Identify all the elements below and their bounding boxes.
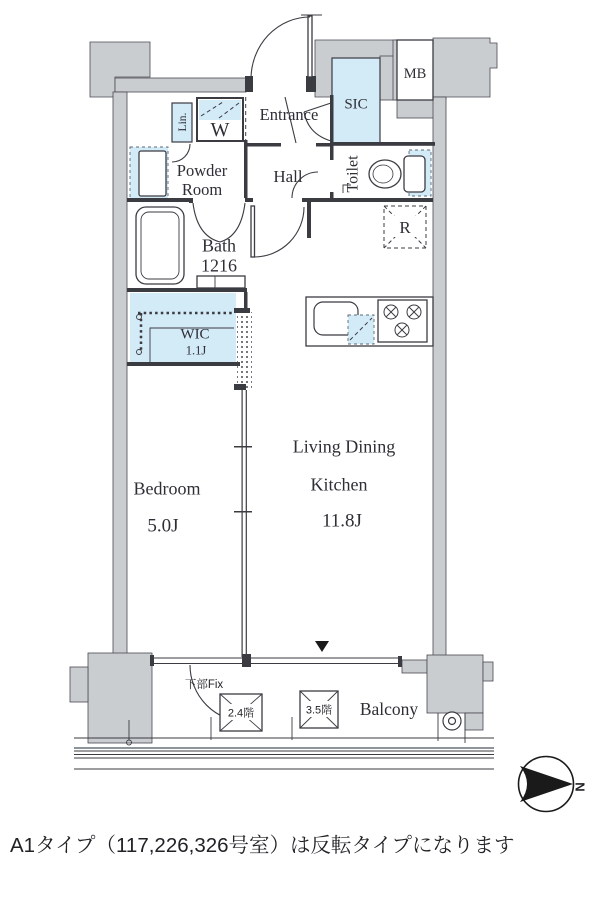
wic-label-2: 1.1J (185, 343, 207, 358)
powder-room-label-2: Room (181, 179, 223, 199)
compass-north-label: N (572, 782, 588, 792)
partition-line-a (242, 390, 243, 657)
wall-hall-bottom-left (245, 198, 253, 202)
ldk-size-label: 11.8J (322, 510, 362, 532)
toilet-bowl (369, 160, 401, 188)
lower-fix-label: 下部Fix (184, 679, 224, 692)
wall-left (113, 92, 127, 658)
entrance-jamb-left (245, 76, 253, 92)
windows (150, 641, 402, 667)
window-post-right (398, 656, 402, 667)
wall-right (433, 97, 446, 658)
entrance-jamb-right (306, 76, 316, 92)
wall-below-mb (397, 100, 435, 118)
washer-label: W (210, 119, 230, 141)
pocket-cap-bottom (234, 384, 246, 390)
linen-label: Lin. (177, 112, 190, 132)
wall-ldk-top (302, 198, 433, 202)
entrance-door-leaf (308, 16, 312, 77)
wall-toilet-top (330, 142, 435, 146)
hall-label: Hall (273, 166, 303, 186)
partition-line-b (246, 390, 247, 657)
entrance-label: Entrance (259, 104, 319, 124)
wall-wic-bedroom (127, 362, 240, 366)
window-post-center (242, 654, 251, 667)
ldk-door-leaf (251, 206, 255, 257)
wic-label-1: WIC (180, 326, 210, 343)
toilet-label: Toilet (344, 155, 362, 193)
wall-top-left (115, 78, 246, 92)
pillar-bottom-left-arm (70, 667, 88, 702)
sic-label: SIC (344, 96, 368, 113)
linen-door-arc (172, 144, 190, 162)
vanity-counter (139, 151, 166, 196)
refrigerator-label: R (399, 217, 411, 237)
sliding-door-pocket (237, 312, 252, 388)
pillar-bottom-right (427, 655, 483, 713)
bedroom-size-label: 5.0J (147, 515, 179, 537)
mb-label: MB (403, 66, 427, 83)
ac-box-35-label: 3.5階 (305, 704, 333, 717)
wall-kitchen-stub (307, 202, 311, 238)
kitchen-counter (306, 297, 433, 346)
plan-note: A1タイプ（117,226,326号室）は反転タイプになります (10, 834, 515, 858)
window-post-left (150, 655, 154, 666)
pocket-cap-top (234, 308, 250, 313)
pillar-bottom-left (88, 653, 152, 743)
compass (519, 757, 588, 812)
window-direction-marker-icon (315, 641, 329, 652)
bathtub (136, 207, 184, 284)
balcony-label: Balcony (359, 699, 419, 720)
wall-toilet-left-upper (330, 146, 334, 160)
wall-powder-hall (244, 140, 248, 198)
bath-counter (197, 276, 245, 288)
bath-label-2: 1216 (201, 255, 237, 276)
ldk-label-1: Living Dining (292, 436, 396, 457)
wall-entrance-hall-left (247, 143, 281, 147)
wall-entrance-hall-right (316, 143, 332, 147)
pillar-top-right (433, 38, 497, 97)
kitchen-stove (378, 300, 427, 342)
powder-room-label-1: Powder (176, 160, 228, 180)
ldk-door-arc (255, 207, 305, 257)
partition-tick-1 (234, 446, 252, 448)
ldk-label-2: Kitchen (310, 474, 368, 495)
pillar-bottom-right-arm (483, 662, 493, 681)
toilet-tank (404, 156, 425, 192)
wall-window-right-stub (402, 660, 427, 673)
entrance-door-arc (251, 17, 310, 79)
drain-double-circle-icon (443, 712, 461, 730)
pillar-bottom-right-foot (465, 713, 483, 730)
partition-tick-2 (234, 511, 252, 513)
bedroom-label: Bedroom (133, 478, 201, 499)
bath-label-1: Bath (202, 235, 236, 256)
ac-box-24-label: 2.4階 (227, 707, 255, 720)
